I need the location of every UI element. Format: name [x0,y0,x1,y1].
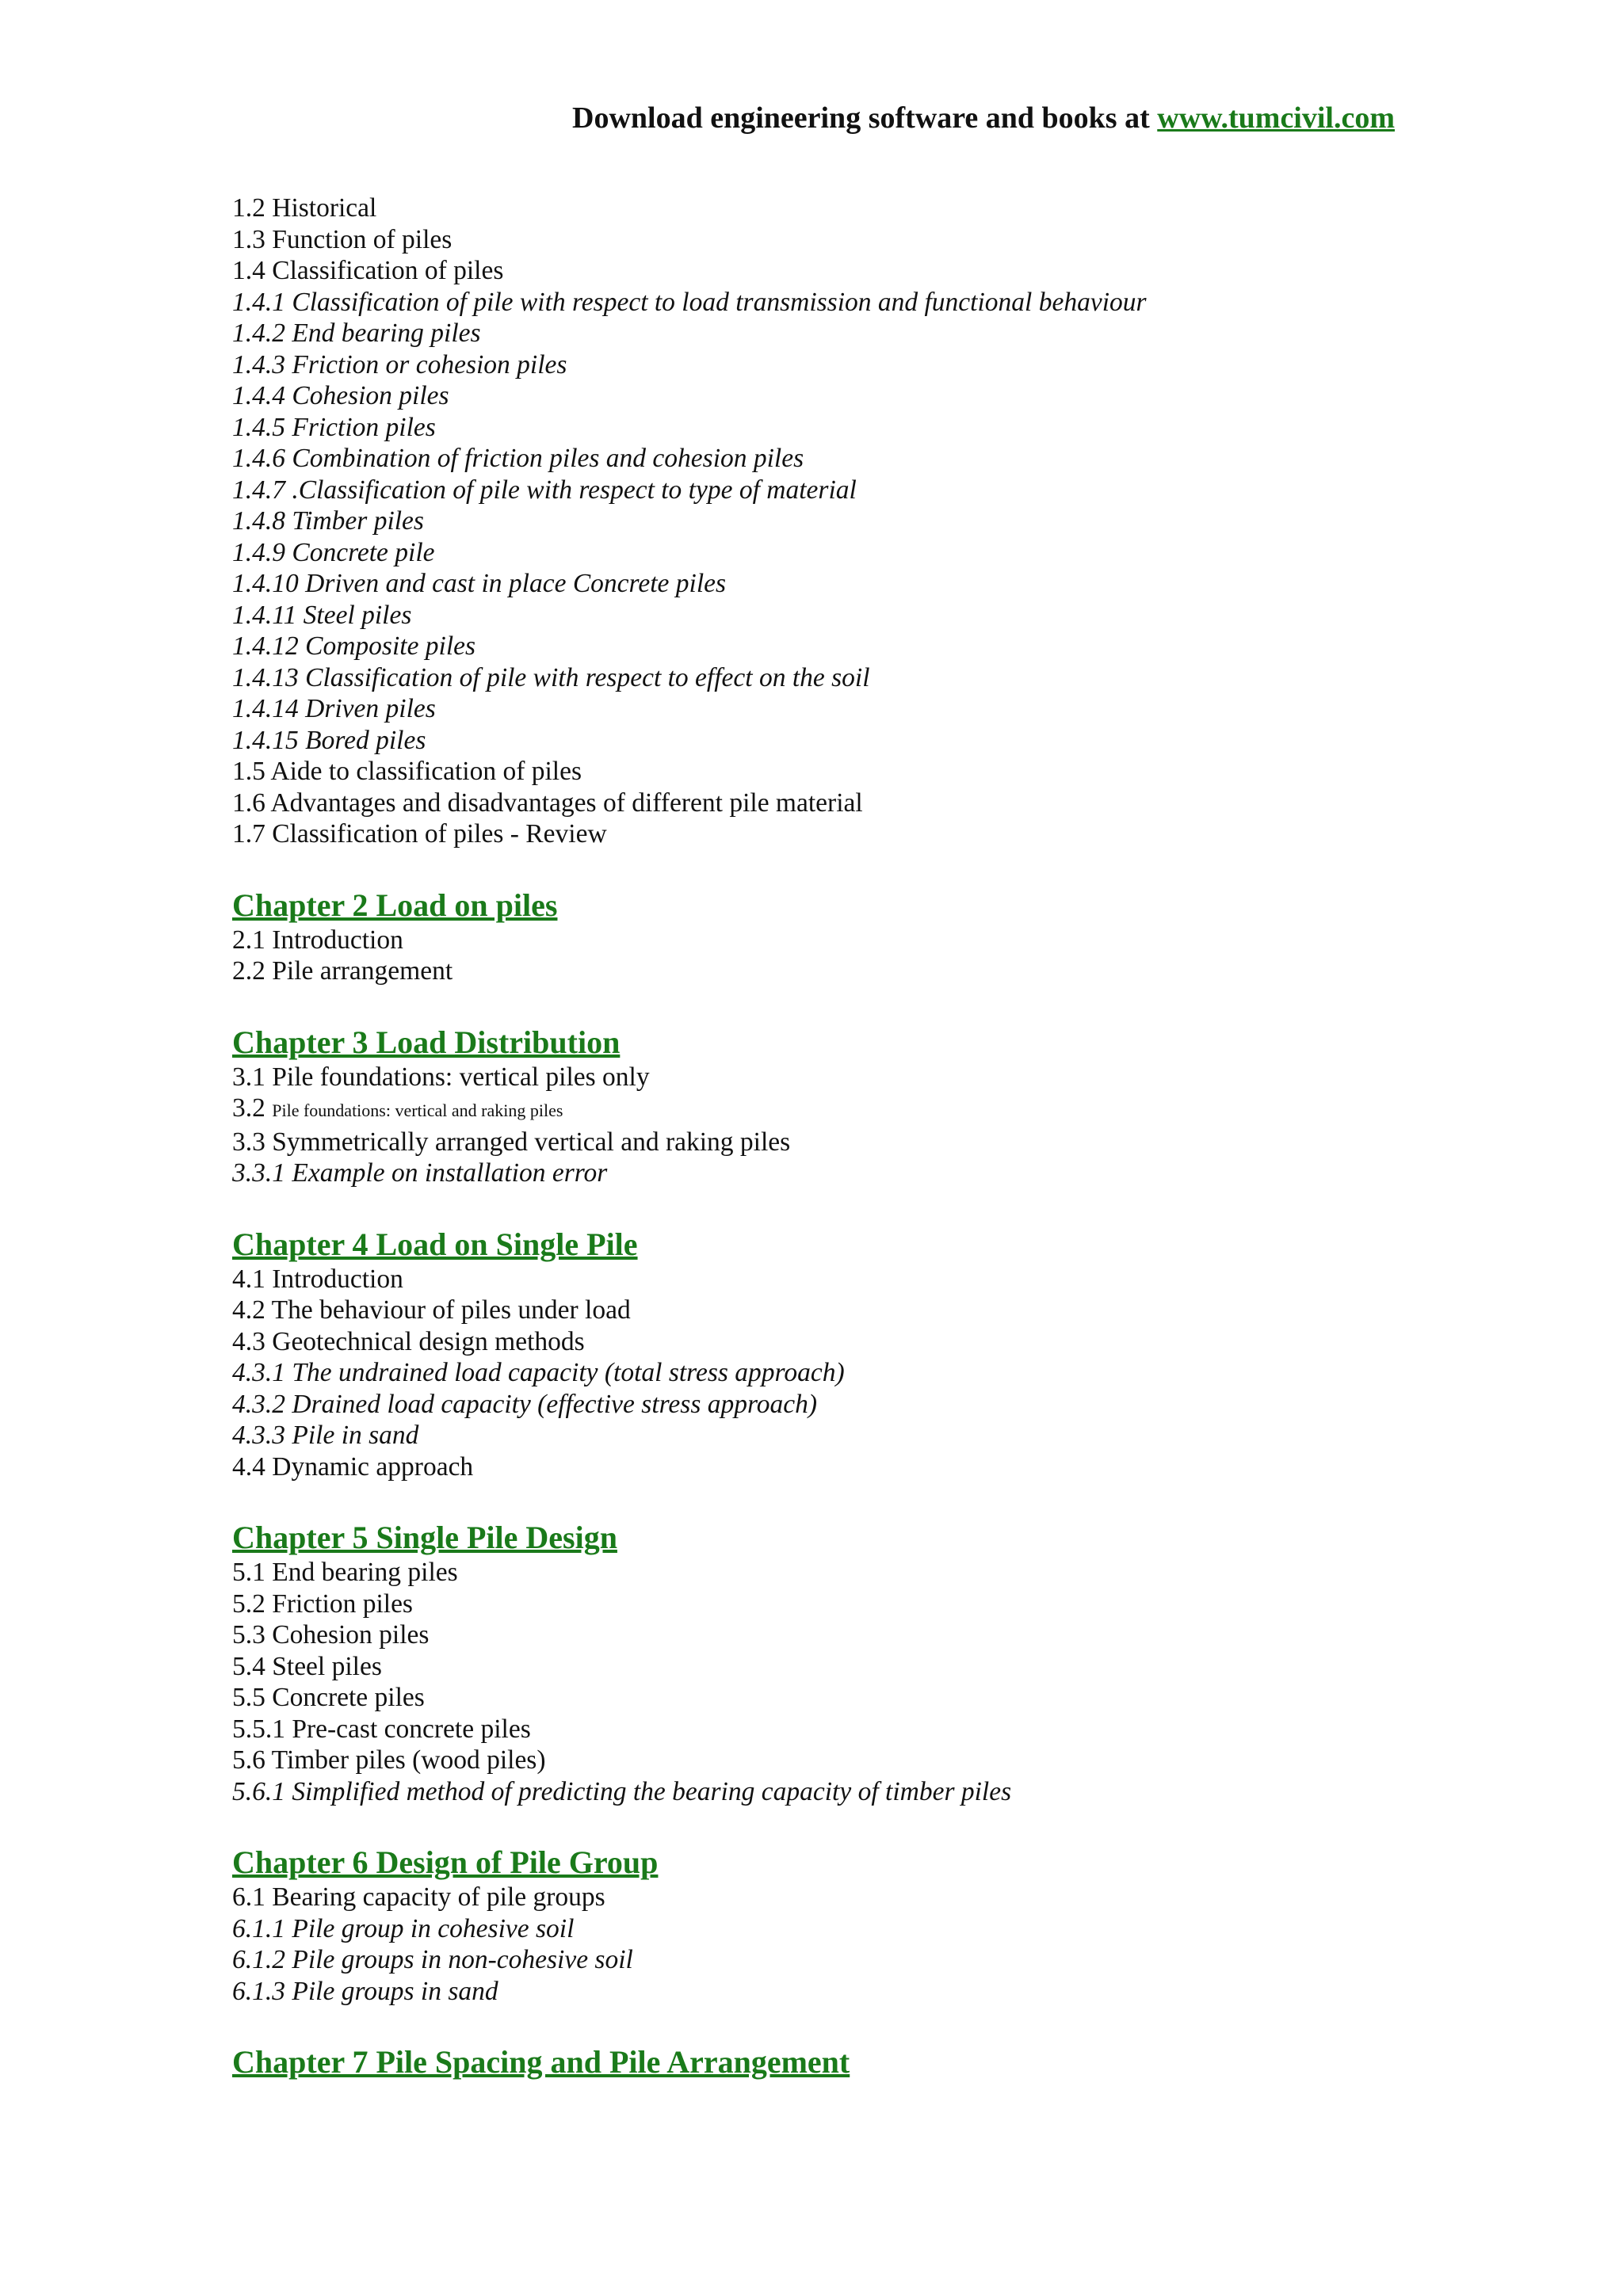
chapter-section [232,1226,1579,1483]
toc-item-text: Concrete piles [272,1683,425,1712]
toc-item-text: The undrained load capacity (total stress approach) [292,1358,845,1387]
toc-item-number: 1.4.7 [232,475,285,505]
toc-item-text: Pile groups in non-cohesive soil [292,1945,633,1974]
toc-item-number: 1.4 [232,256,265,285]
page-header [0,97,1395,139]
toc-item-text: Symmetrically arranged vertical and raking piles [272,1127,791,1157]
toc-item[interactable] [232,1882,1579,1913]
toc-item-number: 1.3 [232,224,265,254]
toc-item-text: Timber piles [292,506,424,536]
site-link[interactable]: www.tumcivil.com [1157,101,1395,135]
toc-item-number: 4.2 [232,1295,265,1325]
chapter-section [232,1024,1579,1189]
toc-item[interactable] [232,1451,1579,1483]
toc-item-text: Driven and cast in place Concrete piles [305,569,727,598]
table-of-contents [232,193,1579,2081]
toc-item[interactable] [232,1619,1579,1651]
toc-item-text: Historical [272,193,377,223]
toc-item[interactable] [232,1295,1579,1326]
toc-item-text: Drained load capacity (effective stress approach) [292,1389,818,1419]
toc-item[interactable] [232,1326,1579,1358]
toc-item-text: Composite piles [305,631,476,661]
toc-item[interactable] [232,1357,1579,1389]
toc-item[interactable] [232,318,1579,349]
toc-item-number: 5.5 [232,1683,265,1712]
toc-item[interactable] [232,193,1579,224]
toc-item-number: 1.4.14 [232,694,299,723]
toc-item-text: Pile in sand [292,1421,419,1450]
toc-item[interactable] [232,505,1579,537]
toc-item-text: End bearing piles [292,318,481,348]
toc-item-number: 2.2 [232,956,265,986]
toc-item-text: Friction piles [272,1589,413,1619]
toc-item[interactable] [232,568,1579,600]
toc-item-text: Bearing capacity of pile groups [272,1882,605,1912]
toc-item-number: 1.6 [232,788,265,818]
toc-item-text: Bored piles [305,725,426,755]
toc-item-text: Pile foundations: vertical and raking piles [272,1100,563,1120]
toc-item-number: 3.2 [232,1093,265,1123]
toc-item-text: End bearing piles [272,1558,458,1587]
toc-item-number: 1.5 [232,757,265,786]
toc-item-number: 1.4.3 [232,349,285,379]
toc-item[interactable] [232,1944,1579,1976]
toc-item-number: 5.4 [232,1651,265,1681]
toc-item-text: Introduction [272,1264,403,1294]
toc-item-text: Steel piles [272,1651,382,1681]
toc-item-number: 1.4.5 [232,412,285,442]
toc-item[interactable] [232,1589,1579,1620]
toc-item[interactable] [232,349,1579,381]
toc-item-number: 3.1 [232,1062,265,1092]
toc-item-number: 1.4.2 [232,318,285,348]
header-text: Download engineering software and books at [572,101,1150,135]
toc-item-number: 4.3.3 [232,1421,285,1450]
toc-item-text: Aide to classification of piles [270,757,582,786]
toc-item-number: 3.3.1 [232,1158,285,1188]
toc-item-text: Simplified method of predicting the bearing capacity of timber piles [292,1776,1012,1806]
chapter-heading[interactable]: Chapter 4 Load on Single Pile [232,1226,638,1262]
toc-item-number: 2.1 [232,925,265,955]
toc-item-number: 5.2 [232,1589,265,1619]
toc-item-number: 3.3 [232,1127,265,1157]
toc-item-number: 4.4 [232,1451,265,1482]
toc-item[interactable] [232,925,1579,956]
toc-item-text: Classification of pile with respect to load transmission and functional behaviour [292,287,1147,317]
toc-item[interactable] [232,1062,1579,1093]
toc-item-number: 1.4.9 [232,537,285,567]
toc-item-text: Example on installation error [292,1158,608,1188]
toc-item-text: Pile group in cohesive soil [292,1913,575,1943]
toc-item-number: 1.4.1 [232,287,285,317]
toc-item[interactable] [232,1158,1579,1189]
toc-item[interactable] [232,1557,1579,1589]
toc-item-number: 1.4.10 [232,569,299,598]
toc-item-number: 1.4.15 [232,725,299,755]
toc-item[interactable] [232,1420,1579,1451]
toc-item[interactable] [232,287,1579,318]
toc-item[interactable] [232,412,1579,444]
toc-item-number: 4.3.2 [232,1389,285,1419]
toc-item-text: Function of piles [272,224,453,254]
toc-item[interactable] [232,725,1579,757]
toc-item-number: 5.5.1 [232,1714,285,1744]
toc-item-text: Dynamic approach [272,1451,474,1482]
toc-item-text: Friction piles [292,412,436,442]
toc-item-text: Classification of piles - Review [272,819,607,849]
toc-item[interactable] [232,1651,1579,1683]
toc-item[interactable] [232,788,1579,819]
toc-item[interactable] [232,1682,1579,1714]
toc-item-number: 1.2 [232,193,265,223]
toc-item[interactable] [232,255,1579,287]
toc-item-number: 6.1.1 [232,1913,285,1943]
toc-item[interactable] [232,818,1579,850]
toc-item-number: 1.4.4 [232,381,285,410]
toc-item[interactable] [232,1913,1579,1945]
toc-item-number: 1.7 [232,819,265,849]
toc-item-text: Cohesion piles [272,1620,430,1650]
toc-item-text: .Classification of pile with respect to type of material [292,475,857,505]
toc-item-text: Pile foundations: vertical piles only [272,1062,650,1092]
chapter-section [232,1844,1579,2007]
toc-item-number: 6.1.2 [232,1945,285,1974]
toc-item[interactable] [232,537,1579,569]
toc-item-text: Timber piles (wood piles) [271,1745,546,1775]
toc-item-number: 4.1 [232,1264,265,1294]
toc-item[interactable] [232,1093,1579,1127]
toc-item-number: 4.3 [232,1326,265,1356]
chapter-heading[interactable]: Chapter 6 Design of Pile Group [232,1844,659,1880]
toc-item-number: 1.4.12 [232,631,299,661]
toc-item-number: 5.6.1 [232,1776,285,1806]
chapter-heading[interactable]: Chapter 3 Load Distribution [232,1024,621,1060]
toc-item-number: 1.4.13 [232,662,299,692]
toc-item-number: 1.4.6 [232,444,285,473]
toc-item[interactable] [232,756,1579,788]
toc-item-text: Combination of friction piles and cohesion piles [292,444,804,473]
toc-item-text: Advantages and disadvantages of different pile material [270,788,863,818]
toc-item[interactable] [232,693,1579,725]
toc-item-text: Pile groups in sand [292,1976,498,2006]
toc-item-number: 4.3.1 [232,1358,285,1387]
toc-item-text: Friction or cohesion piles [292,349,567,379]
toc-item[interactable] [232,1976,1579,2008]
toc-item-text: Driven piles [305,694,436,723]
toc-item-number: 1.4.11 [232,600,297,630]
toc-item[interactable] [232,600,1579,631]
chapter-heading[interactable]: Chapter 5 Single Pile Design [232,1520,617,1555]
toc-item[interactable] [232,224,1579,256]
toc-item-text: Geotechnical design methods [272,1326,585,1356]
toc-item-number: 6.1.3 [232,1976,285,2006]
toc-item-number: 1.4.8 [232,506,285,536]
toc-item[interactable] [232,1714,1579,1745]
toc-item[interactable] [232,380,1579,412]
toc-item-number: 5.1 [232,1558,265,1587]
toc-item[interactable] [232,1745,1579,1776]
chapter-heading[interactable]: Chapter 2 Load on piles [232,887,558,923]
toc-item-text: Pile arrangement [272,956,453,986]
toc-item[interactable] [232,662,1579,694]
toc-item-text: Steel piles [303,600,412,630]
chapter-section [232,1519,1579,1807]
chapter-section [232,887,1579,987]
toc-item[interactable] [232,1389,1579,1421]
toc-item-text: Introduction [272,925,403,955]
toc-item-number: 5.3 [232,1620,265,1650]
toc-item-number: 6.1 [232,1882,265,1912]
chapter-heading[interactable]: Chapter 7 Pile Spacing and Pile Arrangement [232,2044,850,2080]
toc-item-text: Pre-cast concrete piles [292,1714,531,1744]
toc-item-text: Concrete pile [292,537,435,567]
toc-item-text: The behaviour of piles under load [271,1295,631,1325]
toc-item[interactable] [232,631,1579,662]
chapters-container [232,887,1579,2082]
toc-item-number: 5.6 [232,1745,265,1775]
toc-item-text: Classification of piles [272,256,504,285]
toc-item[interactable] [232,1264,1579,1295]
toc-item-text: Cohesion piles [292,381,449,410]
toc-item[interactable] [232,1776,1579,1808]
toc-item-text: Classification of pile with respect to effect on the soil [305,662,870,692]
toc-item[interactable] [232,1127,1579,1158]
toc-item[interactable] [232,955,1579,987]
toc-item[interactable] [232,475,1579,506]
toc-item[interactable] [232,443,1579,475]
chapter-section [232,2043,1579,2081]
intro-section [232,193,1579,850]
